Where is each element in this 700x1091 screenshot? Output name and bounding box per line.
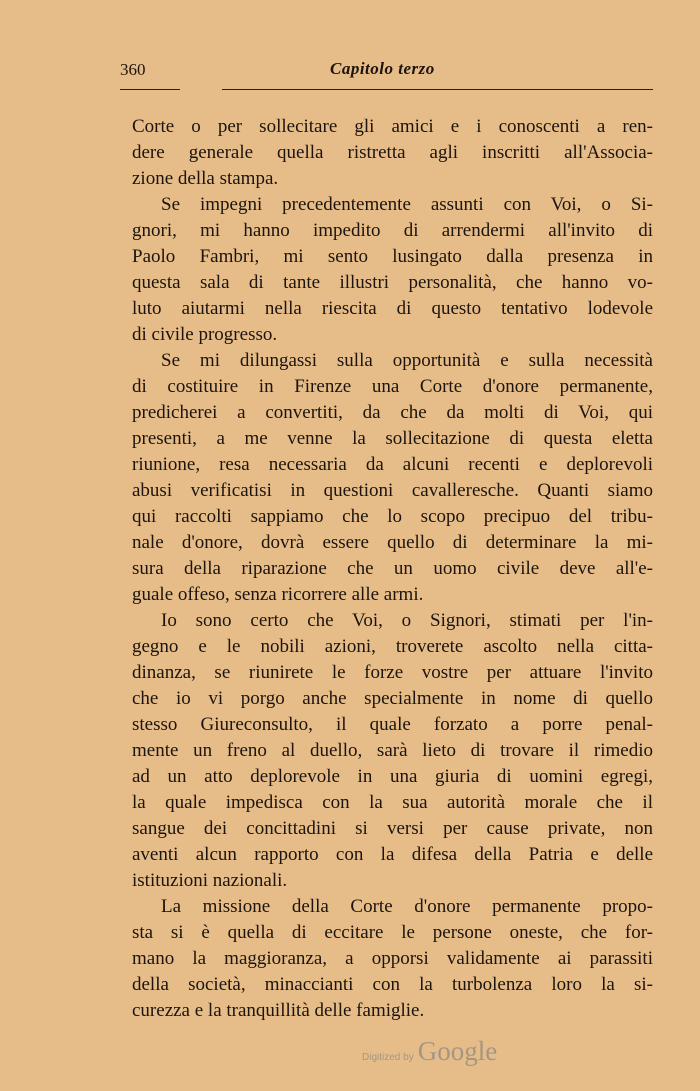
watermark-prefix: Digitized by bbox=[362, 1052, 414, 1063]
text-line: sangue dei concittadini si versi per cause private, non bbox=[132, 818, 653, 839]
text-line: Se mi dilungassi sulla opportunità e sulla necessità bbox=[161, 350, 653, 371]
paragraph bbox=[132, 894, 653, 1024]
text-line: predicherei a convertiti, da che da molti di Voi, qui bbox=[132, 402, 653, 423]
text-line: sura della riparazione che un uomo civile deve all'e- bbox=[132, 558, 653, 579]
text-line: zione della stampa. bbox=[132, 168, 279, 189]
text-line: abusi verificatisi in questioni cavalleresche. Quanti siamo bbox=[132, 480, 653, 501]
text-line: gnori, mi hanno impedito di arrendermi all'invito di bbox=[132, 220, 653, 241]
text-line: di civile progresso. bbox=[132, 324, 278, 345]
text-line: riunione, resa necessaria da alcuni recenti e deplorevoli bbox=[132, 454, 653, 475]
text-line: Io sono certo che Voi, o Signori, stimati per l'in- bbox=[161, 610, 653, 631]
running-header-chapter-title: Capitolo terzo bbox=[330, 59, 435, 78]
text-line: dere generale quella ristretta agli inscritti all'Associa- bbox=[132, 142, 653, 163]
text-line: luto aiutarmi nella riescita di questo tentativo lodevole bbox=[132, 298, 653, 319]
text-line: mente un freno al duello, sarà lieto di trovare il rimedio bbox=[132, 740, 653, 761]
page-number: 360 bbox=[120, 60, 146, 79]
text-line: qui raccolti sappiamo che lo scopo precipuo del tribu- bbox=[132, 506, 653, 527]
text-line: Paolo Fambri, mi sento lusingato dalla presenza in bbox=[132, 246, 653, 267]
text-line: guale offeso, senza ricorrere alle armi. bbox=[132, 584, 424, 605]
text-line: mano la maggioranza, a opporsi validamente ai parassiti bbox=[132, 948, 653, 969]
text-line: ad un atto deplorevole in una giuria di uomini egregi, bbox=[132, 766, 653, 787]
text-line: Corte o per sollecitare gli amici e i conoscenti a ren- bbox=[132, 116, 653, 137]
text-line: stesso Giureconsulto, il quale forzato a porre penal- bbox=[132, 714, 653, 735]
text-line: curezza e la tranquillità delle famiglie. bbox=[132, 1000, 425, 1021]
paragraph bbox=[132, 192, 653, 348]
header-rule-gap bbox=[180, 86, 222, 92]
text-line: aventi alcun rapporto con la difesa della Patria e delle bbox=[132, 844, 653, 865]
paragraph bbox=[132, 348, 653, 608]
body-text bbox=[132, 114, 653, 1024]
text-line: dinanza, se riunirete le forze vostre per attuare l'invito bbox=[132, 662, 653, 683]
text-line: di costituire in Firenze una Corte d'onore permanente, bbox=[132, 376, 653, 397]
digitized-by-google-watermark bbox=[362, 1036, 497, 1067]
paragraph bbox=[132, 608, 653, 894]
text-line: che io vi porgo anche specialmente in nome di quello bbox=[132, 688, 653, 709]
text-line: istituzioni nazionali. bbox=[132, 870, 288, 891]
paragraph bbox=[132, 114, 653, 192]
text-line: la quale impedisca con la sua autorità morale che il bbox=[132, 792, 653, 813]
text-line: presenti, a me venne la sollecitazione di questa eletta bbox=[132, 428, 653, 449]
google-logo-text: Google bbox=[417, 1036, 498, 1066]
text-line: questa sala di tante illustri personalità, che hanno vo- bbox=[132, 272, 653, 293]
text-line: Se impegni precedentemente assunti con Voi, o Si- bbox=[161, 194, 653, 215]
text-line: gegno e le nobili azioni, troverete ascolto nella citta- bbox=[132, 636, 653, 657]
text-line: della società, minaccianti con la turbolenza loro la si- bbox=[132, 974, 653, 995]
text-line: La missione della Corte d'onore permanente propo- bbox=[161, 896, 653, 917]
text-line: nale d'onore, dovrà essere quello di determinare la mi- bbox=[132, 532, 653, 553]
text-line: sta si è quella di eccitare le persone oneste, che for- bbox=[132, 922, 653, 943]
